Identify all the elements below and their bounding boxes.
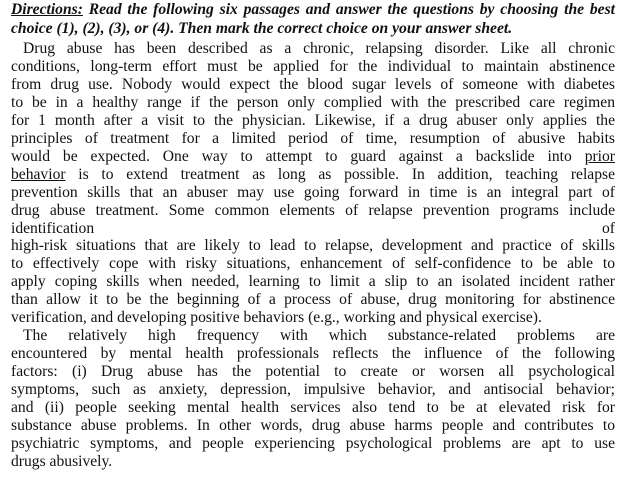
directions-text-line-1: Read the following six passages and answer the questions by choosing the best [82,1,615,18]
passage-1-line: verification, and developing positive behaviors (e.g., working and physical exercise). [11,309,542,327]
document-page [11,0,615,471]
passage-1-line: principles of treatment for a limited period of time, resumption of abusive habits [11,129,615,147]
passage-1-line: for 1 month after a visit to the physician. Likewise, if a drug abuser only applies the [11,111,615,129]
passage-2-line: psychiatric symptoms, and people experiencing psychological problems are apt to use [11,434,615,452]
passage-2-line: drugs abusively. [11,452,113,470]
passage-1-line: high-risk situations that are likely to lead to relapse, development and practice of skills [11,237,615,255]
passage-2-line: factors: (i) Drug abuse has the potential to create or worsen all psychological [11,363,615,381]
underlined-word-prior: prior [584,147,615,165]
directions-block [11,0,615,38]
passage-2-line: encountered by mental health professionals reflects the influence of the following [11,345,615,363]
passage-2 [11,327,615,471]
passage-2-line: The relatively high frequency with which substance-related problems are [23,327,615,345]
passage-1-line: to effectively cope with risky situations, enhancement of self-confidence to be able to [11,255,615,273]
passage-1-text: identification [11,219,95,237]
passage-1-line: drug abuse treatment. Some common elements of relapse prevention programs include [11,201,615,219]
passage-1-line: than allow it to be the beginning of a process of abuse, drug monitoring for abstinence [11,291,615,309]
passage-1-line: apply coping skills when needed, learning to limit a slip to an isolated incident rather [11,273,615,291]
passage-2-line: and (ii) people seeking mental health services also tend to be at elevated risk for [11,399,615,417]
directions-label: Directions: [11,1,83,18]
passage-1-line: Drug abuse has been described as a chronic, relapsing disorder. Like all chronic [23,40,615,57]
passage-1-text: would be expected. One way to attempt to guard against a backslide into [11,147,585,165]
passage-2-line: substance abuse problems. In other words, drug abuse harms people and contributes to [11,417,615,435]
passage-1-line: to be in a healthy range if the person only complied with the prescribed care regimen [11,93,615,111]
passage-1-text: is to extend treatment as long as possible. In addition, teaching relapse [65,165,615,183]
passage-1-line: from drug use. Nobody would expect the blood sugar levels of someone with diabetes [11,75,615,93]
passage-1-line [11,166,615,184]
passage-1-line [11,220,615,238]
passage-1-line: conditions, long-term effort must be applied for the individual to maintain abstinence [11,57,615,75]
passage-2-line: symptoms, such as anxiety, depression, impulsive behavior, and antisocial behavior; [11,381,615,399]
passage-1-text: of [602,219,615,237]
underlined-word-behavior: behavior [11,165,66,183]
passage-1-line [11,148,615,166]
passage-1-line: prevention skills that an abuser may use going forward in time is an integral part of [11,183,615,201]
directions-text-line-2: choice (1), (2), (3), or (4). Then mark the correct choice on your answer sheet. [11,20,513,37]
passage-1 [11,40,615,327]
